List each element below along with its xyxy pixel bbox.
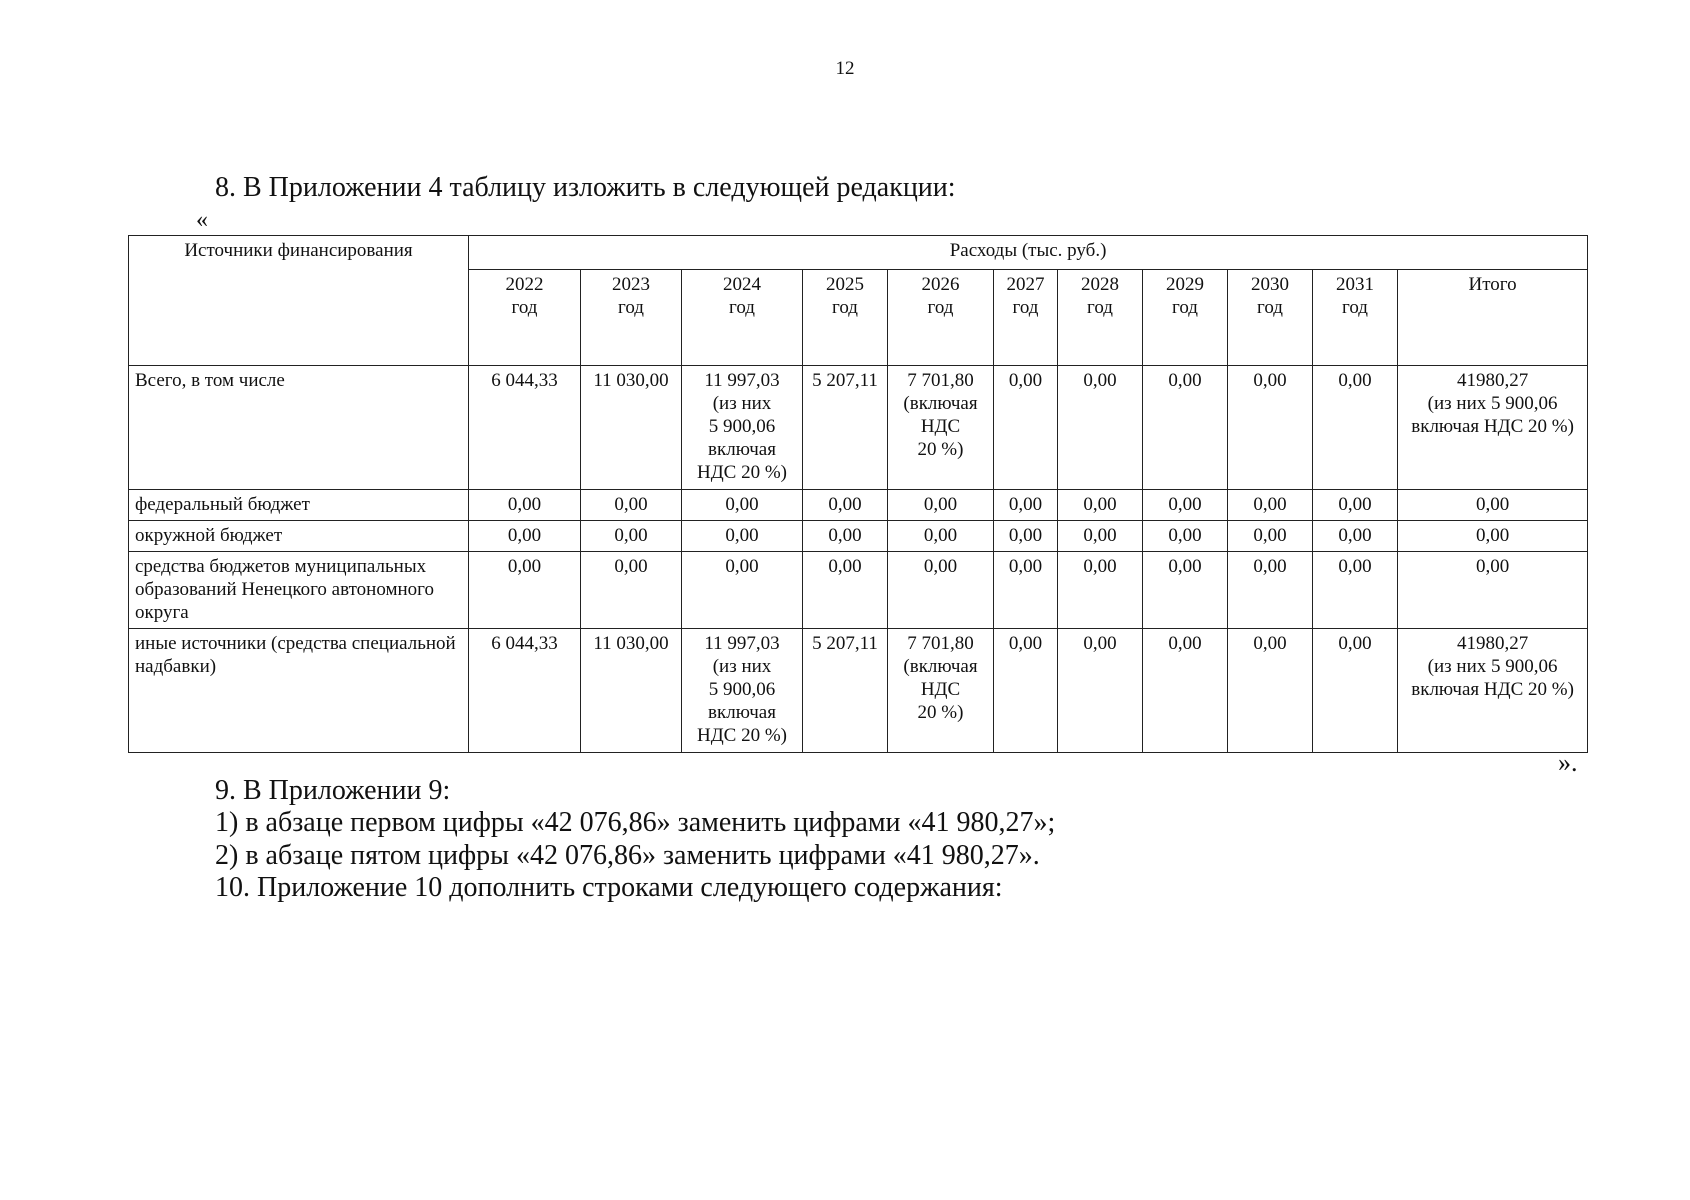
value-cell: 0,00 [1228,366,1313,490]
value-cell: 0,00 [1058,490,1143,521]
year-header: 2028 год [1058,270,1143,366]
value-cell: 0,00 [888,490,994,521]
section-9-item-1: 1) в абзаце первом цифры «42 076,86» заменить цифрами «41 980,27»; [215,807,1056,838]
value-cell: 0,00 [1313,521,1398,552]
value-cell: 0,00 [1143,629,1228,753]
value-cell: 0,00 [1058,552,1143,629]
value-cell: 6 044,33 [469,366,581,490]
year-header: 2025 год [803,270,888,366]
table-row [129,366,1588,490]
value-cell: 0,00 [994,521,1058,552]
value-cell: 0,00 [888,552,994,629]
financing-table [128,235,1588,753]
year-header: 2022 год [469,270,581,366]
section-9-item-2: 2) в абзаце пятом цифры «42 076,86» заменить цифрами «41 980,27». [215,840,1040,871]
table-row [129,490,1588,521]
value-cell: 0,00 [469,490,581,521]
value-cell: 0,00 [1143,490,1228,521]
value-cell: 0,00 [469,552,581,629]
total-header: Итого [1398,270,1588,366]
value-cell: 7 701,80 (включая НДС 20 %) [888,629,994,753]
section-9-heading: 9. В Приложении 9: [215,775,451,806]
value-cell: 7 701,80 (включая НДС 20 %) [888,366,994,490]
header-row [129,236,1588,270]
value-cell: 0,00 [803,552,888,629]
value-cell: 0,00 [1228,629,1313,753]
value-cell: 0,00 [994,366,1058,490]
value-cell: 0,00 [888,521,994,552]
value-cell: 0,00 [1143,366,1228,490]
total-cell: 41980,27 (из них 5 900,06 включая НДС 20 %) [1398,366,1588,490]
opening-quote: « [196,207,208,233]
value-cell: 5 207,11 [803,366,888,490]
value-cell: 0,00 [994,629,1058,753]
year-header: 2026 год [888,270,994,366]
total-cell: 0,00 [1398,490,1588,521]
table-row [129,629,1588,753]
total-cell: 41980,27 (из них 5 900,06 включая НДС 20 %) [1398,629,1588,753]
value-cell: 0,00 [1058,629,1143,753]
value-cell: 0,00 [1228,490,1313,521]
value-cell: 5 207,11 [803,629,888,753]
year-header: 2023 год [581,270,682,366]
row-label: Всего, в том числе [129,366,469,490]
row-label: федеральный бюджет [129,490,469,521]
value-cell: 11 997,03 (из них 5 900,06 включая НДС 20 %) [682,629,803,753]
value-cell: 0,00 [1228,521,1313,552]
value-cell: 0,00 [581,552,682,629]
value-cell: 0,00 [1058,521,1143,552]
value-cell: 0,00 [1313,366,1398,490]
value-cell: 0,00 [1313,490,1398,521]
value-cell: 0,00 [581,490,682,521]
value-cell: 11 997,03 (из них 5 900,06 включая НДС 20 %) [682,366,803,490]
value-cell: 0,00 [682,521,803,552]
year-header: 2024 год [682,270,803,366]
value-cell: 0,00 [581,521,682,552]
row-label: окружной бюджет [129,521,469,552]
value-cell: 0,00 [1313,552,1398,629]
year-header: 2027 год [994,270,1058,366]
row-label: средства бюджетов муниципальных образований Ненецкого автономного округа [129,552,469,629]
page-number: 12 [835,58,855,79]
value-cell: 0,00 [682,490,803,521]
value-cell: 0,00 [994,552,1058,629]
section-8-heading: 8. В Приложении 4 таблицу изложить в следующей редакции: [215,172,956,203]
source-header: Источники финансирования [129,236,469,366]
value-cell: 0,00 [469,521,581,552]
expenses-header: Расходы (тыс. руб.) [469,236,1588,270]
row-label: иные источники (средства специальной надбавки) [129,629,469,753]
value-cell: 0,00 [1143,521,1228,552]
closing-quote: ». [1558,748,1578,777]
value-cell: 0,00 [1228,552,1313,629]
table-row [129,552,1588,629]
value-cell: 0,00 [682,552,803,629]
value-cell: 11 030,00 [581,629,682,753]
total-cell: 0,00 [1398,552,1588,629]
value-cell: 0,00 [994,490,1058,521]
value-cell: 0,00 [1143,552,1228,629]
year-header: 2030 год [1228,270,1313,366]
year-header: 2029 год [1143,270,1228,366]
total-cell: 0,00 [1398,521,1588,552]
value-cell: 0,00 [1058,366,1143,490]
value-cell: 0,00 [803,490,888,521]
section-10-heading: 10. Приложение 10 дополнить строками следующего содержания: [215,872,1003,903]
value-cell: 0,00 [1313,629,1398,753]
value-cell: 0,00 [803,521,888,552]
value-cell: 11 030,00 [581,366,682,490]
table-row [129,521,1588,552]
value-cell: 6 044,33 [469,629,581,753]
year-header: 2031 год [1313,270,1398,366]
